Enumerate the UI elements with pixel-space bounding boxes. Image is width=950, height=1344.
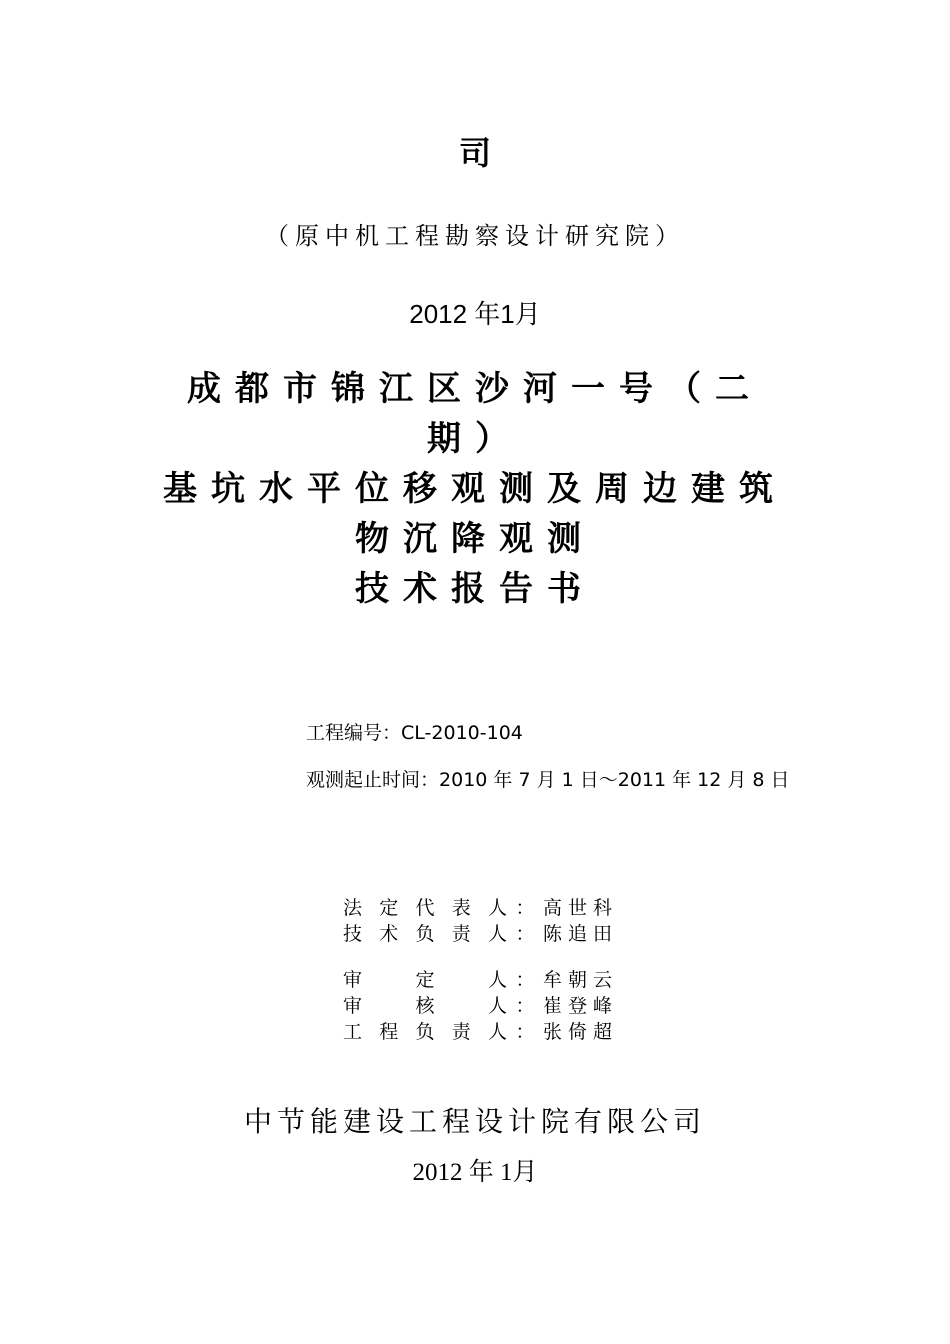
header-date: 2012 年1月 — [409, 299, 541, 329]
title-line: 成都市锦江区沙河一号（二 — [187, 369, 763, 409]
role-char: 负 — [415, 1021, 441, 1043]
project-number — [306, 718, 523, 745]
role-char: 法 — [343, 897, 369, 919]
observation-period-value: 2010 年 7 月 1 日～2011 年 12 月 8 日 — [439, 769, 790, 791]
company-name: 中节能建设工程设计院有限公司 — [243, 1105, 706, 1138]
signature-colon: ： — [515, 995, 541, 1017]
signature-name: 牟朝云 — [543, 969, 619, 991]
observation-period-label: 观测起止时间： — [306, 769, 440, 791]
role-char: 人 — [487, 897, 513, 919]
signature-name: 高世科 — [543, 897, 619, 919]
footer-date: 2012 年 1月 — [412, 1159, 538, 1186]
role-char: 人 — [487, 923, 513, 945]
role-char: 定 — [415, 969, 441, 991]
role-char: 审 — [343, 969, 369, 991]
signature-role — [343, 921, 513, 947]
title-line: 物沉降观测 — [355, 519, 595, 559]
header-top-char: 司 — [458, 134, 491, 172]
title-line: 基坑水平位移观测及周边建筑 — [163, 469, 787, 509]
signature-group-legal — [343, 895, 618, 947]
signature-row — [343, 967, 618, 993]
signature-row — [343, 993, 618, 1019]
project-number-label: 工程编号： — [306, 722, 402, 744]
former-institute-name: （原中机工程勘察设计研究院） — [265, 222, 685, 250]
role-char: 责 — [451, 923, 477, 945]
role-char: 程 — [379, 1021, 405, 1043]
signature-group-review — [343, 967, 618, 1045]
role-char: 责 — [451, 1021, 477, 1043]
signature-name: 张倚超 — [543, 1021, 619, 1043]
signature-role — [343, 895, 513, 921]
report-title — [0, 364, 950, 614]
role-char: 表 — [451, 897, 477, 919]
observation-period — [306, 765, 790, 792]
role-char: 工 — [343, 1021, 369, 1043]
role-char: 核 — [415, 995, 441, 1017]
role-char: 术 — [379, 923, 405, 945]
role-char: 审 — [343, 995, 369, 1017]
role-char: 定 — [379, 897, 405, 919]
signature-name: 陈追田 — [543, 923, 619, 945]
signature-row — [343, 1019, 618, 1045]
signature-colon: ： — [515, 923, 541, 945]
signature-colon: ： — [515, 969, 541, 991]
signature-role — [343, 1019, 513, 1045]
signature-row — [343, 921, 618, 947]
signature-colon: ： — [515, 1021, 541, 1043]
role-char: 负 — [415, 923, 441, 945]
signature-row — [343, 895, 618, 921]
role-char: 人 — [487, 995, 513, 1017]
signature-colon: ： — [515, 897, 541, 919]
signature-role — [343, 967, 513, 993]
signature-role — [343, 993, 513, 1019]
role-char: 人 — [487, 1021, 513, 1043]
role-char: 技 — [343, 923, 369, 945]
project-number-value: CL-2010-104 — [401, 722, 523, 744]
title-line: 期） — [427, 419, 523, 459]
role-char: 人 — [487, 969, 513, 991]
role-char: 代 — [415, 897, 441, 919]
signature-name: 崔登峰 — [543, 995, 619, 1017]
title-line: 技术报告书 — [355, 569, 595, 609]
